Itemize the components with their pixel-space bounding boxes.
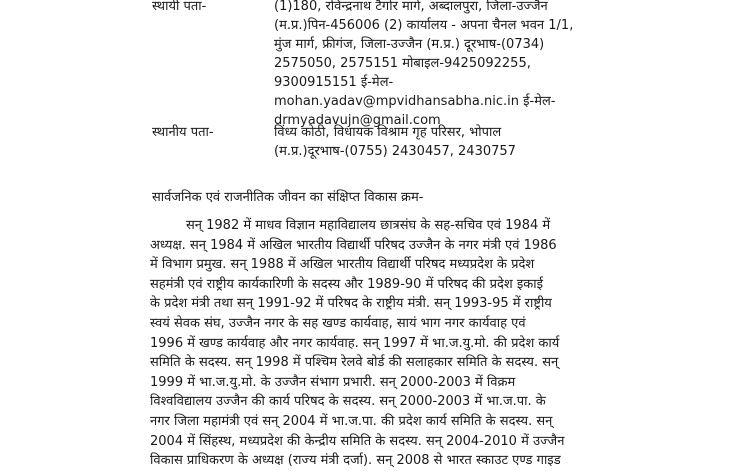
- paragraph-line: 1996 में खण्ड कार्यवाह और नगर कार्यवाह. सन् 1997 में भा.ज.यु.मो. की प्रदेश कार्य: [150, 335, 560, 351]
- address-line: 9300915151 ई-मेल-: [274, 75, 394, 90]
- address-line: विंध्य कोठी, विधायक विश्राम गृह परिसर, भोपाल: [274, 125, 502, 140]
- email-text: drmyadavujn@gmail.com: [274, 113, 441, 128]
- paragraph-line: में विभाग प्रमुख. सन् 1988 में अखिल भारतीय विद्यार्थी परिषद मध्यप्रदेश के प्रदेश: [150, 257, 535, 273]
- paragraph-line: विश्वविद्यालय उज्जैन की कार्य परिषद के सदस्य. सन् 2000-2003 में भा.ज.पा. के: [150, 394, 546, 410]
- paragraph-line: अध्यक्ष. सन् 1984 में अखिल भारतीय विद्यार्थी परिषद उज्जैन के नगर मंत्री एवं 1986: [150, 237, 557, 253]
- paragraph-line: 2004 में सिंहस्थ, मध्यप्रदेश की केन्द्रीय समिति के सदस्य. सन् 2004-2010 में उज्जैन: [150, 433, 565, 449]
- paragraph-line: नगर जिला महामंत्री एवं सन् 2004 में भा.ज.पा. की प्रदेश कार्य समिति के सदस्य. सन्: [150, 413, 553, 429]
- section-heading: सार्वजनिक एवं राजनीतिक जीवन का संक्षिप्त विकास क्रम-: [152, 190, 424, 205]
- paragraph-line: 1999 में भा.ज.यु.मो. के उज्जैन संभाग प्रभारी. सन् 2000-2003 में विक्रम: [150, 374, 516, 390]
- career-paragraph: [150, 216, 580, 471]
- paragraph-line: विकास प्राधिकरण के अध्यक्ष (राज्य मंत्री दर्जा). सन् 2008 से भारत स्काउट एण्ड गाइड: [150, 453, 561, 469]
- paragraph-line: के प्रदेश मंत्री तथा सन् 1991-92 में परिषद के राष्ट्रीय मंत्री. सन् 1993-95 में राष्ट्रीय: [150, 296, 552, 312]
- paragraph-line: सहमंत्री एवं राष्ट्रीय कार्यकारिणी के सदस्य और 1989-90 में परिषद की प्रदेश इकाई: [150, 276, 543, 292]
- email-text: mohan.yadav@mpvidhansabha.nic.in ई-मेल-: [274, 94, 556, 109]
- permanent-address-value: [274, 0, 574, 130]
- address-line: मुंज मार्ग, फ्रीगंज, जिला-उज्जैन (म.प्र.) दूरभाष-(0734): [274, 37, 545, 52]
- paragraph-line: सन् 1982 में माधव विज्ञान महाविद्यालय छात्रसंघ के सह-सचिव एवं 1984 में: [186, 218, 551, 233]
- paragraph-line: समिति के सदस्य. सन् 1998 में पश्चिम रेलवे बोर्ड की सलाहकार समिति के सदस्य. सन्: [150, 355, 559, 371]
- address-line: (म.प्र.)दूरभाष-(0755) 2430457, 2430757: [274, 144, 516, 159]
- address-line: 2575050, 2575151 मोबाइल-9425092255,: [274, 56, 531, 71]
- address-line: (म.प्र.)पिन-456006 (2) कार्यालय - अपना चैनल भवन 1/1,: [274, 18, 574, 33]
- paragraph-line: स्वयं सेवक संघ, उज्जैन नगर के सह खण्ड कार्यवाह, सायं भाग नगर कार्यवाह एवं: [150, 315, 526, 331]
- address-line: (1)180, रविन्द्रनाथ टैगोर मार्ग, अब्दालपुरा, जिला-उज्जैन: [274, 0, 548, 14]
- local-address-value: [274, 123, 574, 161]
- local-address-label: स्थानीय पता-: [152, 125, 214, 140]
- permanent-address-label: स्थायी पता-: [152, 0, 207, 14]
